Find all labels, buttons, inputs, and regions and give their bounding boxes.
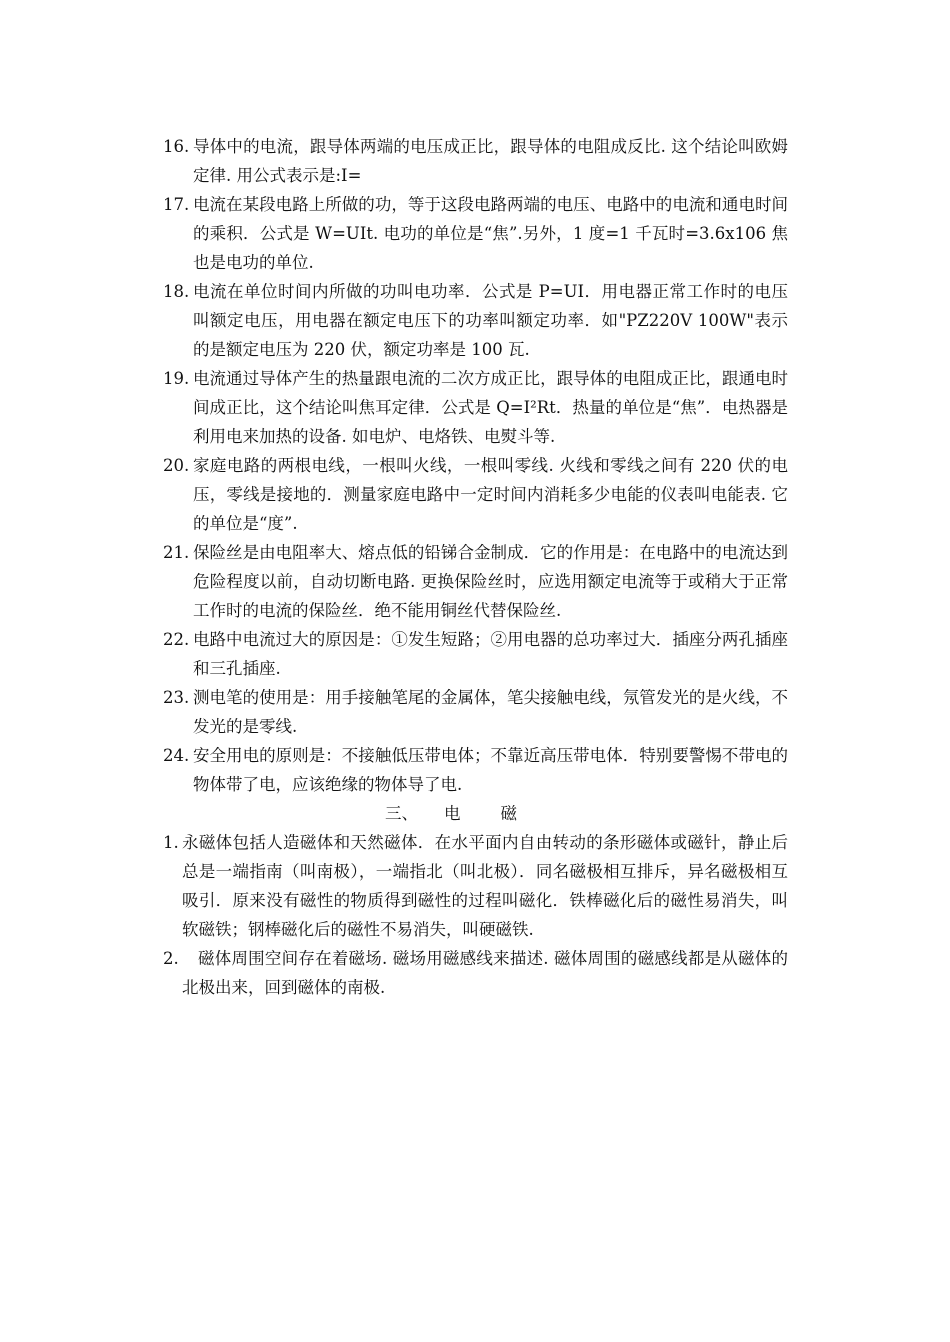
item-text: 保险丝是由电阻率大、熔点低的铅锑合金制成．它的作用是：在电路中的电流达到危险程度以前，自动切断电路. 更换保险丝时，应选用额定电流等于或稍大于正常工作时的电流的保险丝．绝不能用铜丝代替保险丝. [193, 543, 788, 620]
list-item-17 [163, 190, 788, 277]
list-item-20 [163, 451, 788, 538]
item-number: 2. [163, 949, 179, 968]
item-text: 电流在某段电路上所做的功，等于这段电路两端的电压、电路中的电流和通电时间的乘积．公式是 W=UIt. 电功的单位是“焦”.另外，1 度=1 千瓦时=3.6x106 焦也是电功的单位. [193, 195, 788, 272]
list-item-1 [163, 828, 788, 944]
item-text: 导体中的电流，跟导体两端的电压成正比，跟导体的电阻成反比. 这个结论叫欧姆定律. 用公式表示是:I= [193, 137, 788, 185]
item-number: 18. [163, 282, 190, 301]
item-text: 永磁体包括人造磁体和天然磁体．在水平面内自由转动的条形磁体或磁针，静止后总是一端指南（叫南极），一端指北（叫北极）．同名磁极相互排斥，异名磁极相互吸引．原来没有磁性的物质得到磁性的过程叫磁化．铁棒磁化后的磁性易消失，叫软磁铁；钢棒磁化后的磁性不易消失，叫硬磁铁. [182, 833, 788, 939]
item-number: 1. [163, 833, 179, 852]
section-heading-char-2: 磁 [500, 804, 517, 823]
item-number: 17. [163, 195, 190, 214]
item-number: 24. [163, 746, 190, 765]
list-item-21 [163, 538, 788, 625]
item-text: 测电笔的使用是：用手接触笔尾的金属体，笔尖接触电线，氖管发光的是火线，不发光的是零线. [193, 688, 788, 736]
list-item-18 [163, 277, 788, 364]
list-item-2 [163, 944, 788, 1002]
list-item-16 [163, 132, 788, 190]
item-text: 电流在单位时间内所做的功叫电功率．公式是 P=UI．用电器正常工作时的电压叫额定电压，用电器在额定电压下的功率叫额定功率．如"PZ220V 100W"表示的是额定电压为 220 伏，额定功率是 100 瓦. [193, 282, 788, 359]
item-text: 电路中电流过大的原因是：①发生短路；②用电器的总功率过大．插座分两孔插座和三孔插座. [193, 630, 788, 678]
section-heading [163, 799, 788, 828]
section-heading-char-1: 电 [444, 804, 461, 823]
item-number: 19. [163, 369, 190, 388]
item-number: 16. [163, 137, 190, 156]
section-heading-number: 三、 [385, 804, 418, 823]
item-text: 家庭电路的两根电线，一根叫火线，一根叫零线. 火线和零线之间有 220 伏的电压，零线是接地的．测量家庭电路中一定时间内消耗多少电能的仪表叫电能表. 它的单位是“度”. [193, 456, 788, 533]
list-item-23 [163, 683, 788, 741]
list-item-22 [163, 625, 788, 683]
item-number: 20. [163, 456, 190, 475]
list-item-24 [163, 741, 788, 799]
item-number: 22. [163, 630, 190, 649]
item-text: 电流通过导体产生的热量跟电流的二次方成正比，跟导体的电阻成正比，跟通电时间成正比，这个结论叫焦耳定律．公式是 Q=I²Rt．热量的单位是“焦”．电热器是利用电来加热的设备. 如电炉、电烙铁、电熨斗等. [193, 369, 788, 446]
document-body [163, 132, 788, 1002]
item-text: 安全用电的原则是：不接触低压带电体；不靠近高压带电体．特别要警惕不带电的物体带了电，应该绝缘的物体导了电. [193, 746, 788, 794]
item-number: 23. [163, 688, 190, 707]
item-number: 21. [163, 543, 190, 562]
item-text: 磁体周围空间存在着磁场. 磁场用磁感线来描述. 磁体周围的磁感线都是从磁体的北极出来，回到磁体的南极. [182, 949, 788, 997]
list-item-19 [163, 364, 788, 451]
